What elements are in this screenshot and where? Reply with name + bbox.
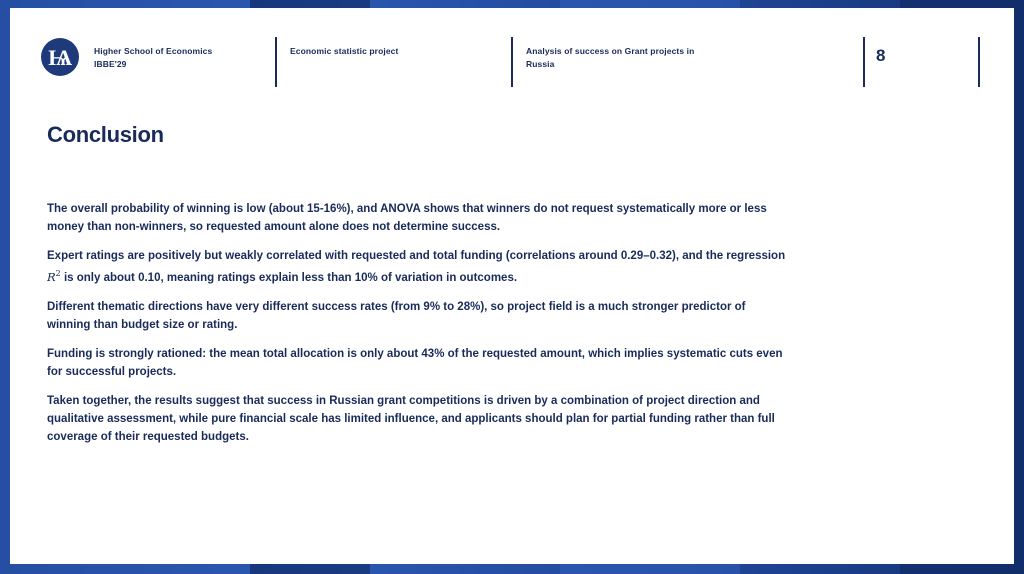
page-number: 8 bbox=[876, 46, 886, 65]
hse-logo-icon bbox=[41, 38, 79, 76]
org-name-line1: Higher School of Economics bbox=[94, 46, 213, 56]
org-name bbox=[94, 45, 212, 71]
hse-logo-glyph: Ѩ bbox=[47, 45, 73, 71]
paragraph: Different thematic directions have very different success rates (from 9% to 28%), so project field is a much stronger predictor of winning than budget size or rating. bbox=[47, 300, 746, 331]
r-squared-symbol bbox=[47, 270, 61, 284]
paragraph-text: is only about 0.10, meaning ratings explain less than 10% of variation in outcomes. bbox=[60, 271, 518, 284]
slide-title: Conclusion bbox=[47, 122, 164, 147]
slide bbox=[10, 8, 1014, 564]
paragraph bbox=[47, 247, 792, 287]
header-divider bbox=[978, 37, 980, 87]
project-name bbox=[290, 45, 398, 58]
paragraph-text: Expert ratings are positively but weakly correlated with requested and total funding (correlations around 0.29–0.32), and the regression bbox=[47, 250, 786, 262]
topic-name-line1: Analysis of success on Grant projects in bbox=[526, 46, 695, 56]
paragraph: Taken together, the results suggest that success in Russian grant competitions is driven by a combination of project direction and qualitative assessment, while pure financial scale has limited influence, and applicants should plan for partial funding rather than full coverage of their requested budgets. bbox=[47, 394, 775, 443]
topic-name-line2: Russia bbox=[526, 59, 555, 69]
conclusion-body bbox=[47, 200, 792, 457]
topic-name bbox=[526, 45, 694, 71]
header-divider bbox=[275, 37, 277, 87]
org-name-line2: IBBE'29 bbox=[94, 59, 127, 69]
project-name-line: Economic statistic project bbox=[290, 46, 399, 56]
r-squared-base: R bbox=[47, 269, 56, 284]
r-squared-exponent: 2 bbox=[55, 269, 61, 278]
header-divider bbox=[511, 37, 513, 87]
paragraph: The overall probability of winning is low (about 15-16%), and ANOVA shows that winners do not request systematically more or less money than non-winners, so requested amount alone does not determine success. bbox=[47, 203, 767, 233]
header-divider bbox=[863, 37, 865, 87]
paragraph: Funding is strongly rationed: the mean total allocation is only about 43% of the requested amount, which implies systematic cuts even for successful projects. bbox=[47, 347, 783, 378]
